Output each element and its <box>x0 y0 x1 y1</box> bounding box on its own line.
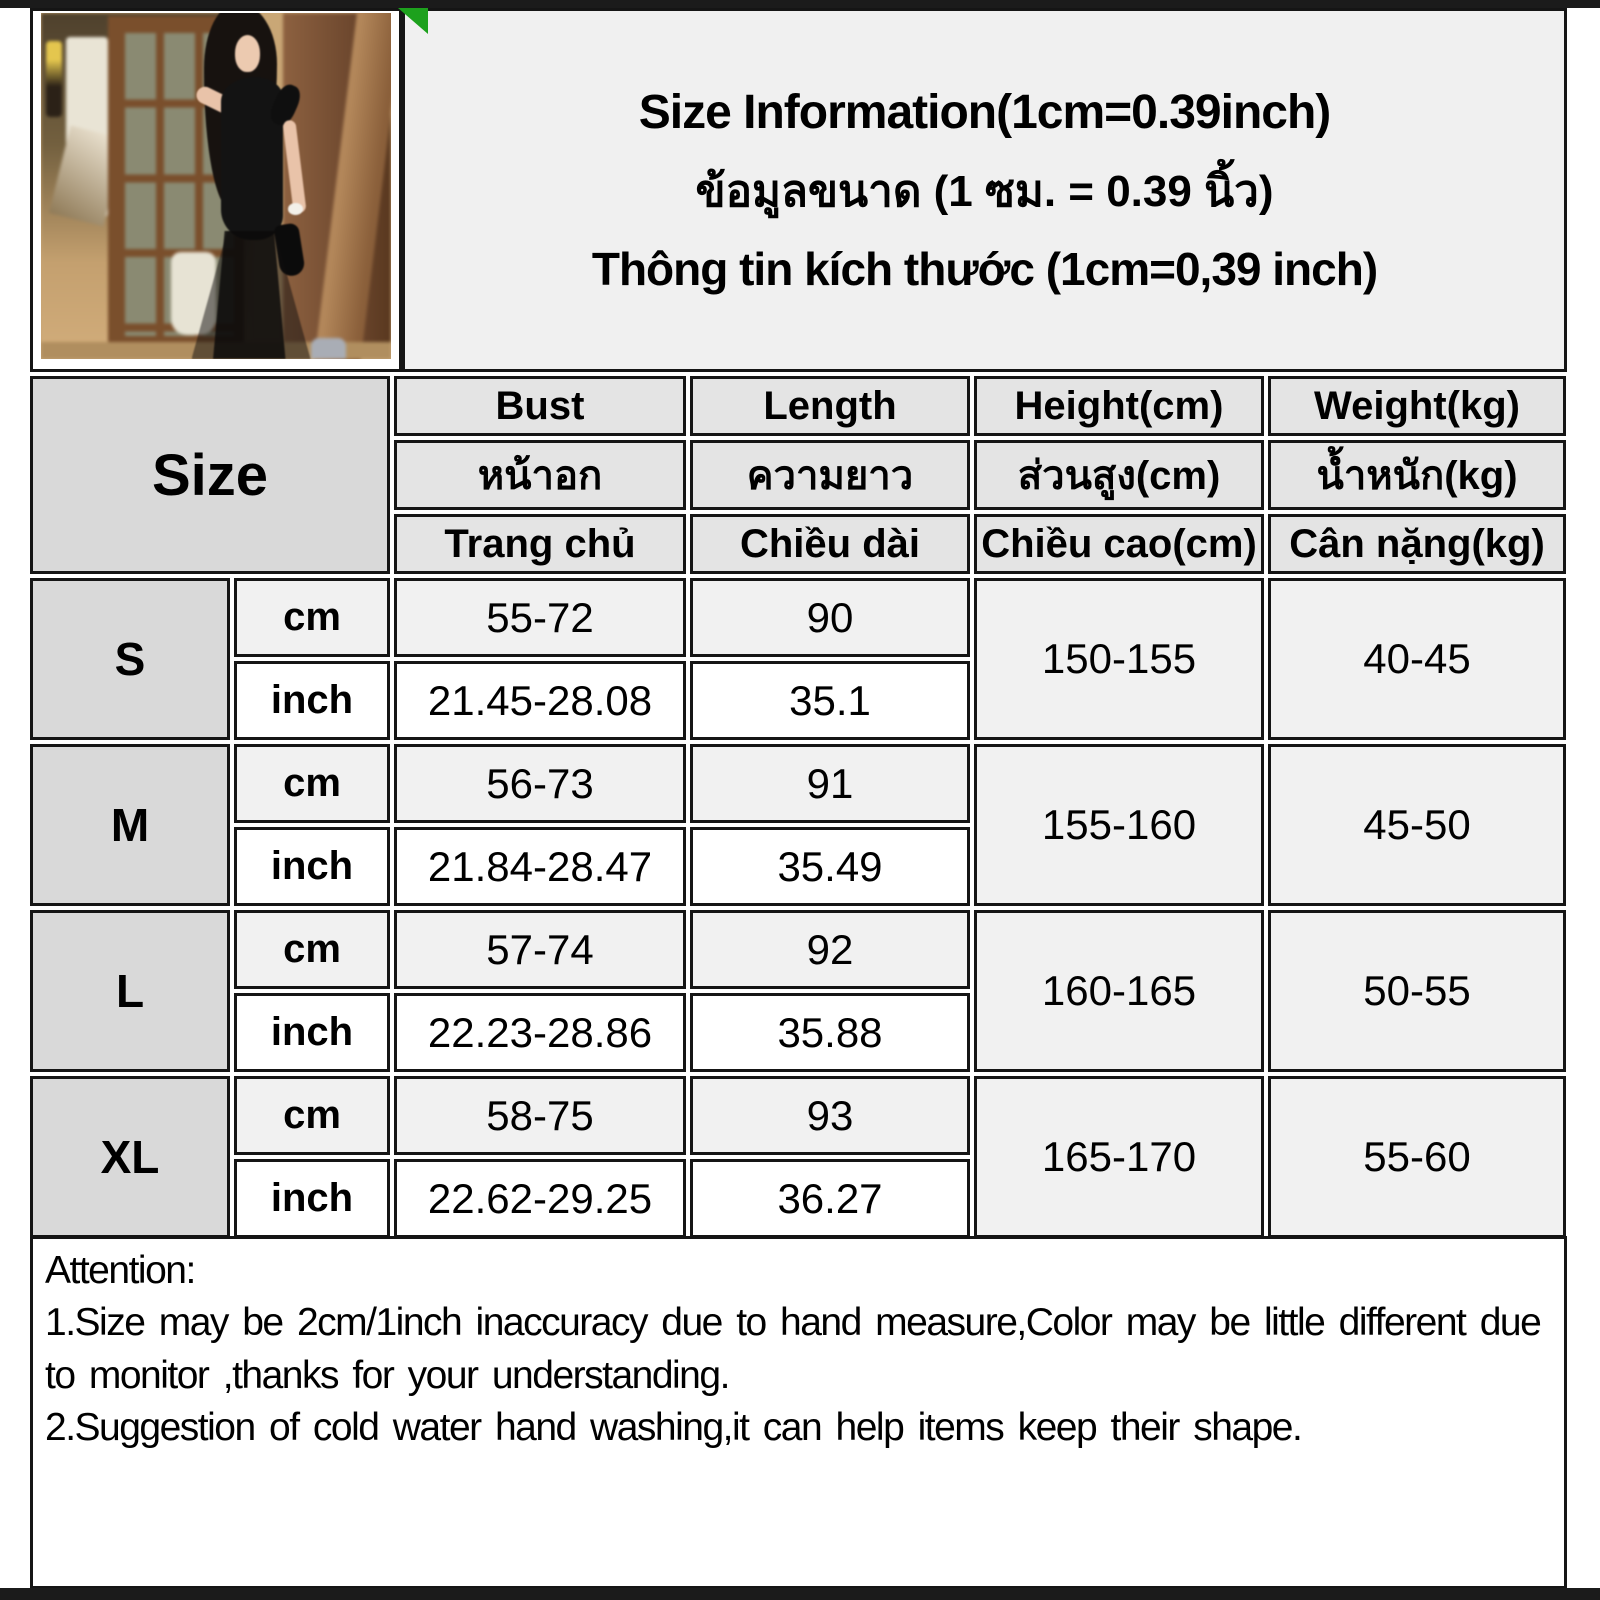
s-inch-bust: 21.45-28.08 <box>394 661 686 740</box>
title-english: Size Information(1cm=0.39inch) <box>638 85 1331 139</box>
header-bust-en: Bust <box>394 376 686 436</box>
header-length-en: Length <box>690 376 970 436</box>
size-m-cell: M <box>30 744 230 906</box>
unit-cm-xl: cm <box>234 1076 390 1155</box>
xl-inch-bust: 22.62-29.25 <box>394 1159 686 1238</box>
size-xl-cell: XL <box>30 1076 230 1238</box>
attention-note-1: 1.Size may be 2cm/1inch inaccuracy due to hand measure,Color may be little different due to monitor ,thanks for your understanding. <box>45 1301 1541 1397</box>
header-bust-vi: Trang chủ <box>394 514 686 574</box>
attention-heading: Attention: <box>45 1249 195 1292</box>
m-cm-bust: 56-73 <box>394 744 686 823</box>
white-watch <box>288 203 303 215</box>
header-section <box>30 8 1567 372</box>
header-weight-en: Weight(kg) <box>1268 376 1566 436</box>
header-weight-th: น้ำหนัก(kg) <box>1268 440 1566 510</box>
m-weight: 45-50 <box>1268 744 1566 906</box>
header-weight-vi: Cân nặng(kg) <box>1268 514 1566 574</box>
xl-cm-bust: 58-75 <box>394 1076 686 1155</box>
xl-weight: 55-60 <box>1268 1076 1566 1238</box>
face-shape <box>235 35 260 71</box>
s-cm-length: 90 <box>690 578 970 657</box>
product-photo <box>41 13 391 359</box>
l-inch-length: 35.88 <box>690 993 970 1072</box>
green-corner-marker-icon <box>398 8 428 34</box>
unit-inch-m: inch <box>234 827 390 906</box>
l-weight: 50-55 <box>1268 910 1566 1072</box>
header-height-en: Height(cm) <box>974 376 1264 436</box>
l-cm-bust: 57-74 <box>394 910 686 989</box>
header-height-vi: Chiều cao(cm) <box>974 514 1264 574</box>
s-cm-bust: 55-72 <box>394 578 686 657</box>
header-height-th: ส่วนสูง(cm) <box>974 440 1264 510</box>
title-block <box>405 11 1564 369</box>
m-inch-bust: 21.84-28.47 <box>394 827 686 906</box>
header-bust-th: หน้าอก <box>394 440 686 510</box>
bottom-border-strip <box>0 1588 1600 1600</box>
header-length-th: ความยาว <box>690 440 970 510</box>
header-length-vi: Chiều dài <box>690 514 970 574</box>
s-inch-length: 35.1 <box>690 661 970 740</box>
unit-cm-s: cm <box>234 578 390 657</box>
m-inch-length: 35.49 <box>690 827 970 906</box>
title-thai: ข้อมูลขนาด (1 ซม. = 0.39 นิ้ว) <box>695 166 1274 216</box>
attention-box <box>30 1236 1567 1589</box>
xl-cm-length: 93 <box>690 1076 970 1155</box>
m-height: 155-160 <box>974 744 1264 906</box>
product-photo-cell <box>33 11 405 369</box>
size-s-cell: S <box>30 578 230 740</box>
size-header-cell: Size <box>30 376 390 574</box>
xl-height: 165-170 <box>974 1076 1264 1238</box>
s-weight: 40-45 <box>1268 578 1566 740</box>
m-cm-length: 91 <box>690 744 970 823</box>
s-height: 150-155 <box>974 578 1264 740</box>
unit-cm-l: cm <box>234 910 390 989</box>
right-arm-shape <box>282 120 307 214</box>
title-vietnamese: Thông tin kích thước (1cm=0,39 inch) <box>591 242 1378 295</box>
unit-inch-s: inch <box>234 661 390 740</box>
l-inch-bust: 22.23-28.86 <box>394 993 686 1072</box>
l-cm-length: 92 <box>690 910 970 989</box>
attention-note-2: 2.Suggestion of cold water hand washing,it can help items keep their shape. <box>45 1405 1302 1449</box>
size-table <box>26 372 1570 1242</box>
size-l-cell: L <box>30 910 230 1072</box>
unit-cm-m: cm <box>234 744 390 823</box>
unit-inch-l: inch <box>234 993 390 1072</box>
unit-inch-xl: inch <box>234 1159 390 1238</box>
l-height: 160-165 <box>974 910 1264 1072</box>
xl-inch-length: 36.27 <box>690 1159 970 1238</box>
woman-figure <box>41 13 391 359</box>
top-border-strip <box>0 0 1600 8</box>
